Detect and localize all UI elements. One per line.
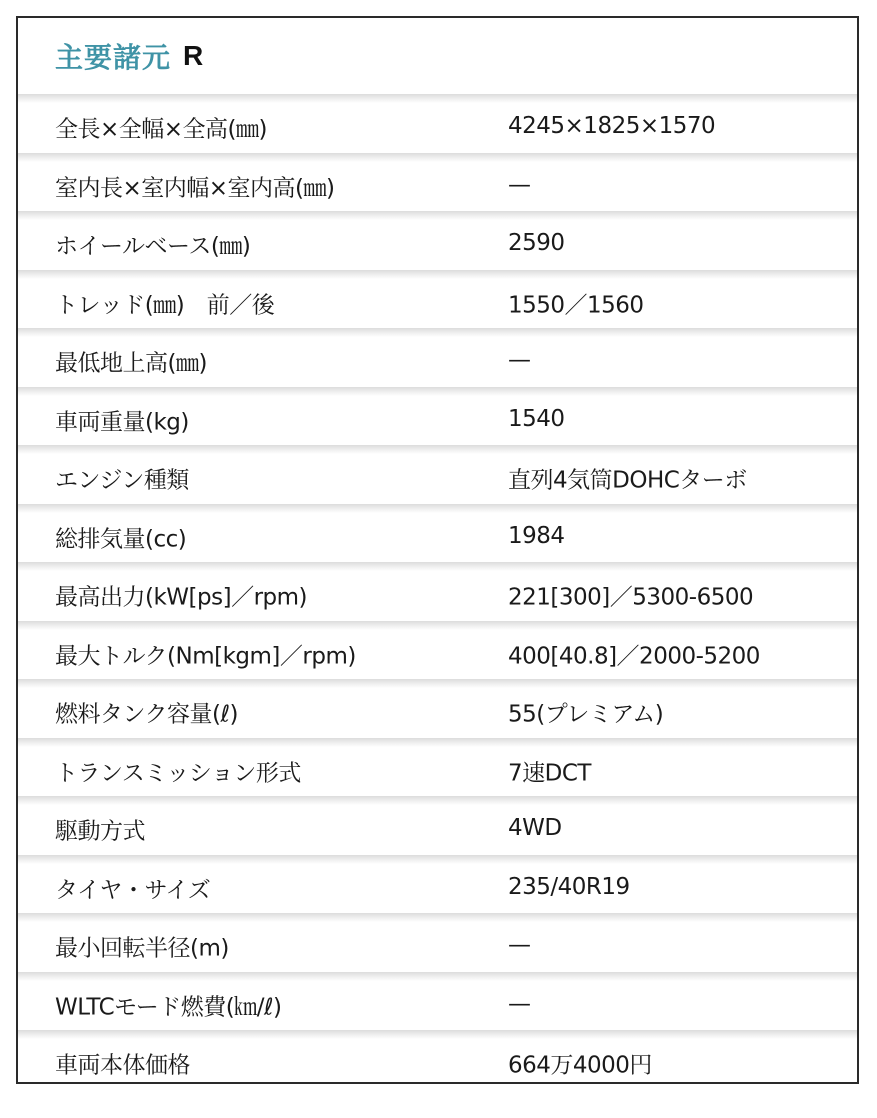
spec-label: 最大トルク(Nm[kgm]／rpm) bbox=[55, 643, 356, 670]
spec-label: 室内長×室内幅×室内高(㎜) bbox=[55, 175, 335, 202]
spec-row-transmission bbox=[18, 738, 857, 797]
spec-value: — bbox=[508, 990, 531, 1017]
spec-row-engine-type bbox=[18, 445, 857, 504]
spec-row-price bbox=[18, 1030, 857, 1089]
spec-value: 1540 bbox=[508, 405, 565, 432]
spec-value: 4WD bbox=[508, 815, 562, 842]
spec-header bbox=[18, 18, 857, 94]
spec-label: エンジン種類 bbox=[55, 467, 189, 494]
spec-card bbox=[16, 16, 859, 1084]
spec-row-tire-size bbox=[18, 855, 857, 914]
spec-row-fuel-economy bbox=[18, 972, 857, 1031]
spec-label: 全長×全幅×全高(㎜) bbox=[55, 116, 267, 143]
spec-value: — bbox=[508, 347, 531, 374]
spec-value: 55(プレミアム) bbox=[508, 701, 664, 728]
spec-value: 4245×1825×1570 bbox=[508, 113, 716, 140]
spec-value: — bbox=[508, 171, 531, 198]
spec-label: 車両重量(kg) bbox=[55, 409, 189, 436]
spec-label: タイヤ・サイズ bbox=[55, 877, 211, 904]
spec-row-ground-clearance bbox=[18, 328, 857, 387]
spec-label: トレッド(㎜) 前／後 bbox=[55, 292, 275, 319]
spec-title-suffix: R bbox=[183, 40, 204, 71]
spec-value: 1550／1560 bbox=[508, 292, 644, 319]
spec-row-max-power bbox=[18, 562, 857, 621]
spec-row-displacement bbox=[18, 504, 857, 563]
spec-value: 2590 bbox=[508, 230, 565, 257]
spec-label: WLTCモード燃費(㎞/ℓ) bbox=[55, 994, 282, 1021]
spec-value: 7速DCT bbox=[508, 760, 591, 787]
spec-label: トランスミッション形式 bbox=[55, 760, 301, 787]
spec-row-vehicle-weight bbox=[18, 387, 857, 446]
spec-label: 駆動方式 bbox=[55, 818, 145, 845]
spec-label: ホイールベース(㎜) bbox=[55, 233, 251, 260]
spec-row-overall-dimensions bbox=[18, 94, 857, 153]
spec-label: 車両本体価格 bbox=[55, 1052, 190, 1079]
spec-value: 221[300]／5300-6500 bbox=[508, 584, 754, 611]
spec-row-drive-system bbox=[18, 796, 857, 855]
spec-value: 直列4気筒DOHCターボ bbox=[508, 467, 747, 494]
spec-row-turning-radius bbox=[18, 913, 857, 972]
spec-table bbox=[18, 94, 857, 1089]
spec-row-fuel-tank bbox=[18, 679, 857, 738]
spec-value: — bbox=[508, 932, 531, 959]
spec-row-wheelbase bbox=[18, 211, 857, 270]
spec-title: 主要諸元 bbox=[55, 41, 172, 74]
spec-value: 400[40.8]／2000-5200 bbox=[508, 643, 760, 670]
spec-value: 1984 bbox=[508, 522, 565, 549]
spec-row-max-torque bbox=[18, 621, 857, 680]
spec-value: 235/40R19 bbox=[508, 873, 630, 900]
spec-value: 664万4000円 bbox=[508, 1052, 652, 1079]
spec-row-interior-dimensions bbox=[18, 153, 857, 212]
spec-label: 最小回転半径(m) bbox=[55, 935, 229, 962]
spec-label: 最低地上高(㎜) bbox=[55, 350, 207, 377]
spec-label: 総排気量(cc) bbox=[55, 526, 187, 553]
spec-label: 燃料タンク容量(ℓ) bbox=[55, 701, 238, 728]
spec-row-tread bbox=[18, 270, 857, 329]
spec-label: 最高出力(kW[ps]／rpm) bbox=[55, 584, 307, 611]
